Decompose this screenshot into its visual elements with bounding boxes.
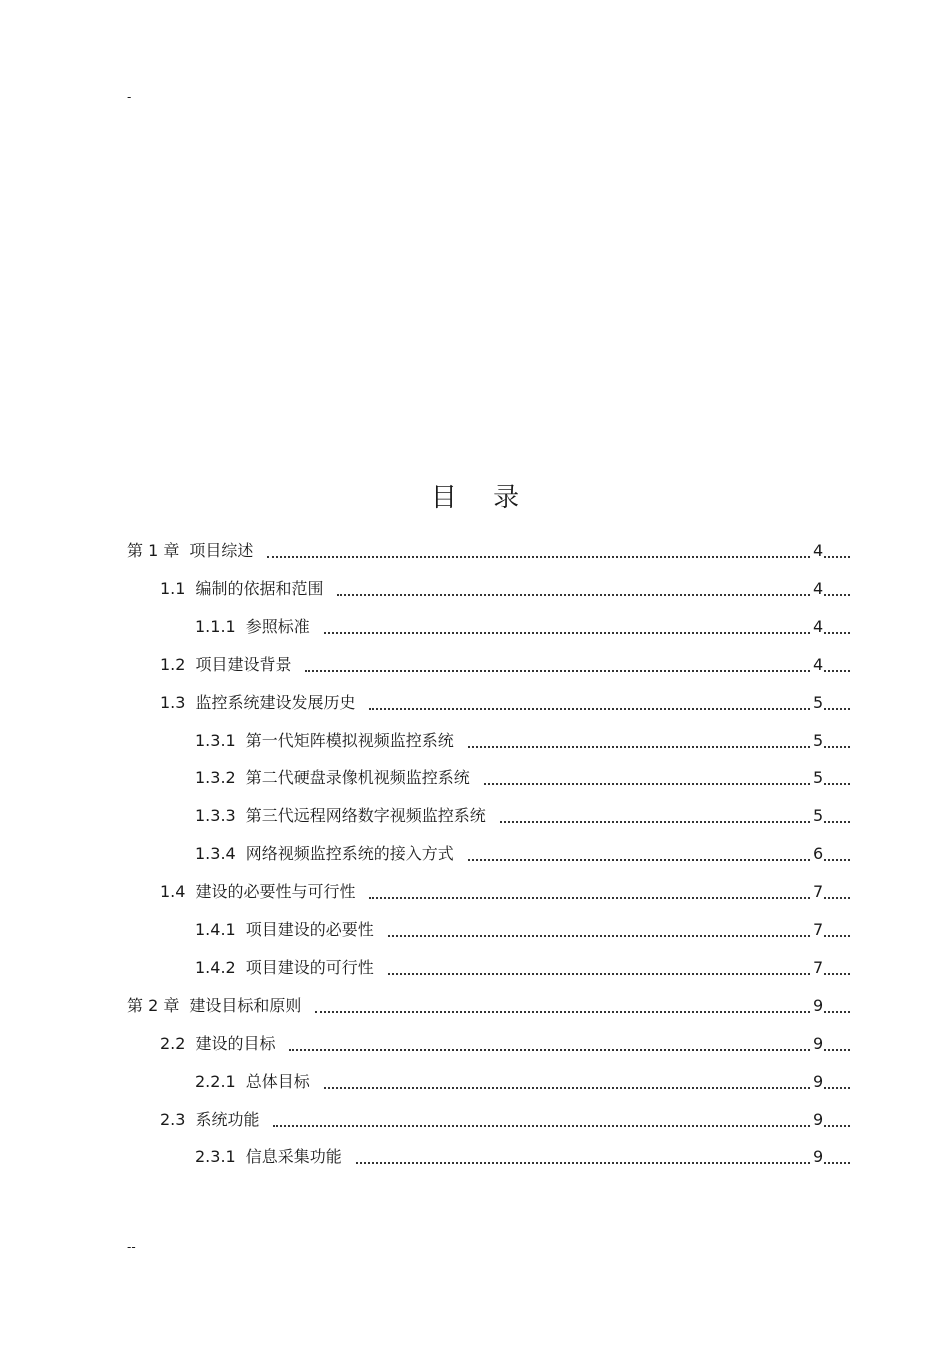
toc-dot-leader	[484, 783, 850, 785]
toc-entry-number: 2.2	[160, 1033, 186, 1053]
toc-entry-title: 信息采集功能	[245, 1147, 342, 1167]
toc-entry-title: 建设的目标	[195, 1033, 276, 1053]
toc-entry[interactable]	[195, 841, 850, 867]
toc-dot-leader	[289, 1049, 850, 1051]
toc-entry-title: 建设的必要性与可行性	[195, 882, 356, 902]
toc-dot-leader	[315, 1011, 850, 1013]
toc-title: 目 录	[430, 483, 534, 513]
toc-entry[interactable]	[195, 1069, 850, 1095]
toc-entry-page: 9	[812, 1144, 824, 1170]
toc-entry-page: 9	[812, 1031, 824, 1057]
toc-entry[interactable]	[160, 690, 850, 716]
toc-entry[interactable]	[195, 614, 850, 640]
toc-entry-title: 第二代硬盘录像机视频监控系统	[245, 768, 470, 788]
toc-entry-number: 1.4	[160, 882, 186, 902]
toc-entry-page: 4	[812, 538, 824, 564]
toc-entry-number: 1.3.1	[195, 730, 236, 750]
toc-entry-page: 7	[812, 879, 824, 905]
toc-entry[interactable]	[195, 955, 850, 981]
toc-entry-title: 项目建设的可行性	[245, 957, 374, 977]
toc-entry-page: 7	[812, 955, 824, 981]
toc-entry[interactable]	[160, 1107, 850, 1133]
toc-dot-leader	[500, 821, 850, 823]
toc-entry[interactable]	[127, 993, 850, 1019]
toc-entry-title: 编制的依据和范围	[195, 578, 324, 598]
toc-entry-number: 1.3.4	[195, 844, 236, 864]
toc-entry-title: 项目建设的必要性	[245, 920, 374, 939]
toc-dot-leader	[468, 746, 850, 748]
toc-dot-leader	[356, 1162, 850, 1164]
toc-entry-number: 1.1.1	[195, 616, 236, 636]
toc-entry[interactable]	[195, 803, 850, 829]
toc-dot-leader	[388, 935, 850, 937]
toc-entry-page: 5	[812, 690, 824, 716]
toc-entry-number: 1.3.3	[195, 806, 236, 826]
toc-entry[interactable]	[195, 765, 850, 791]
toc-entry-page: 4	[812, 576, 824, 602]
toc-dot-leader	[324, 1087, 850, 1089]
toc-entry-number: 第 2 章	[127, 995, 180, 1015]
toc-dot-leader	[324, 632, 850, 634]
toc-entry-title: 总体目标	[245, 1071, 310, 1091]
toc-dot-leader	[267, 556, 850, 558]
toc-entry-page: 9	[812, 993, 824, 1019]
toc-entry-number: 1.3.2	[195, 768, 236, 788]
toc-entry-title: 项目综述	[189, 541, 254, 560]
toc-entry[interactable]	[160, 576, 850, 602]
toc-entry-page: 4	[812, 652, 824, 678]
toc-entry[interactable]	[160, 652, 850, 678]
toc-entry-page: 4	[812, 614, 824, 640]
toc-entry-number: 1.4.2	[195, 957, 236, 977]
footer-mark: --	[127, 1240, 136, 1254]
toc-entry-number: 2.2.1	[195, 1071, 236, 1091]
toc-dot-leader	[369, 897, 850, 899]
toc-entry-page: 9	[812, 1107, 824, 1133]
toc-entry[interactable]	[127, 538, 850, 564]
toc-entry[interactable]	[160, 1031, 850, 1057]
header-mark: -	[127, 90, 132, 104]
toc-entry-title: 第一代矩阵模拟视频监控系统	[245, 730, 454, 750]
toc-dot-leader	[388, 973, 850, 975]
toc-entry-number: 1.4.1	[195, 920, 236, 939]
toc-entry-page: 7	[812, 917, 824, 943]
toc-entry-number: 1.3	[160, 692, 186, 712]
toc-dot-leader	[305, 670, 850, 672]
toc-entry-title: 监控系统建设发展历史	[195, 692, 356, 712]
toc-entry-title: 参照标准	[245, 616, 310, 636]
toc-entry-number: 1.1	[160, 578, 186, 598]
toc-dot-leader	[273, 1125, 850, 1127]
toc-entry[interactable]	[195, 917, 850, 943]
toc-entry-page: 6	[812, 841, 824, 867]
toc-entry[interactable]	[195, 1144, 850, 1170]
toc-entry-page: 5	[812, 728, 824, 754]
toc-entry-title: 网络视频监控系统的接入方式	[245, 844, 454, 864]
toc-entry[interactable]	[195, 728, 850, 754]
toc-entry-page: 5	[812, 765, 824, 791]
toc-entry-page: 5	[812, 803, 824, 829]
toc-entry-title: 第三代远程网络数字视频监控系统	[245, 806, 486, 826]
toc-entry[interactable]	[160, 879, 850, 905]
toc-entry-number: 2.3.1	[195, 1147, 236, 1167]
toc-entry-number: 第 1 章	[127, 541, 180, 560]
toc-dot-leader	[369, 708, 850, 710]
toc-entry-title: 系统功能	[195, 1109, 260, 1129]
toc-entry-page: 9	[812, 1069, 824, 1095]
toc-dot-leader	[337, 594, 850, 596]
toc-dot-leader	[468, 859, 850, 861]
toc-entry-title: 项目建设背景	[195, 654, 292, 674]
toc-entry-number: 1.2	[160, 654, 186, 674]
toc-entry-number: 2.3	[160, 1109, 186, 1129]
toc-entry-title: 建设目标和原则	[189, 995, 302, 1015]
